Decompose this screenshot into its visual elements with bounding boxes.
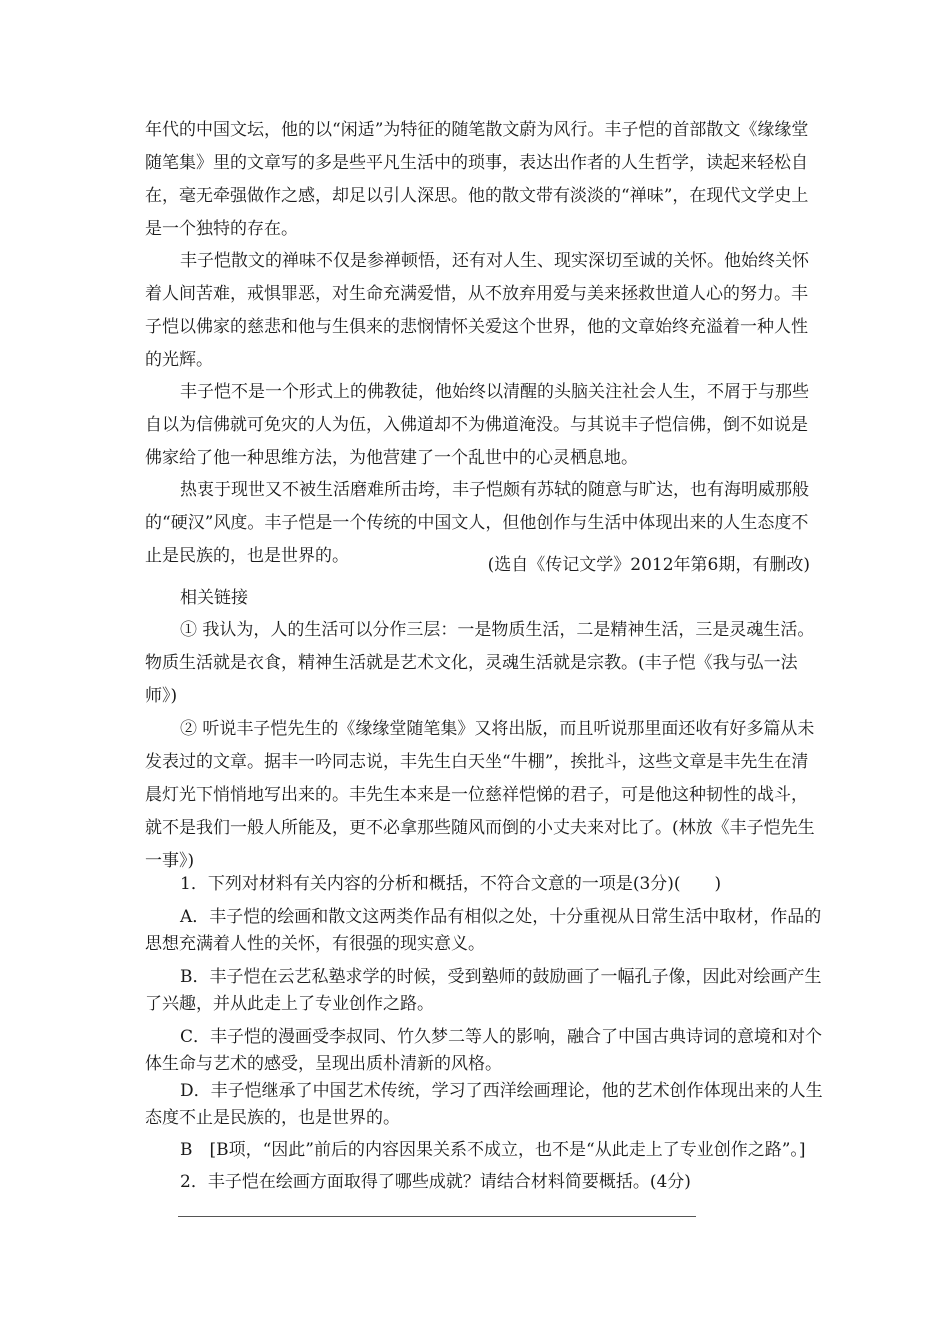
option-b: B．丰子恺在云艺私塾求学的时候，受到塾师的鼓励画了一幅孔子像，因此对绘画产生 [180,967,822,987]
text-line: 佛家给了他一种思维方法，为他营建了一个乱世中的心灵栖息地。 [145,448,638,468]
text-line: 自以为信佛就可免灾的人为伍，入佛道却不为佛道淹没。与其说丰子恺信佛，倒不如说是 [145,415,808,435]
text-line: 晨灯光下悄悄地写出来的。丰先生本来是一位慈祥恺悌的君子，可是他这种韧性的战斗， [145,785,808,805]
paragraph-first-line: ① 我认为，人的生活可以分作三层：一是物质生活，二是精神生活，三是灵魂生活。 [180,620,815,640]
question-2: 2．丰子恺在绘画方面取得了哪些成就？请结合材料简要概括。(4分) [180,1172,691,1192]
answer-blank-line[interactable] [178,1216,696,1217]
text-line: 发表过的文章。据丰一吟同志说，丰先生白天坐“牛棚”，挨批斗，这些文章是丰先生在清 [145,752,809,772]
option-d: D．丰子恺继承了中国艺术传统，学习了西洋绘画理论，他的艺术创作体现出来的人生 [180,1081,823,1101]
text-line: 就不是我们一般人所能及，更不必拿那些随风而倒的小丈夫来对比了。(林放《丰子恺先生 [145,818,815,838]
text-line: 思想充满着人性的关怀，有很强的现实意义。 [145,934,485,954]
source-citation: (选自《传记文学》2012年第6期，有删改) [487,555,810,575]
text-line: 一事》) [145,851,195,871]
text-line: 子恺以佛家的慈悲和他与生俱来的悲悯情怀关爱这个世界，他的文章始终充溢着一种人性 [145,317,808,337]
text-line: 的“硬汉”风度。丰子恺是一个传统的中国文人，但他创作与生活中体现出来的人生态度不 [145,513,809,533]
text-line: 着人间苦难，戒惧罪恶，对生命充满爱惜，从不放弃用爱与美来拯救世道人心的努力。丰 [145,284,808,304]
text-line: 了兴趣，并从此走上了专业创作之路。 [145,994,434,1014]
option-c: C．丰子恺的漫画受李叔同、竹久梦二等人的影响，融合了中国古典诗词的意境和对个 [180,1027,823,1047]
question-1: 1．下列对材料有关内容的分析和概括，不符合文意的一项是(3分)( ) [180,874,722,894]
text-line: 年代的中国文坛，他的以“闲适”为特征的随笔散文蔚为风行。丰子恺的首部散文《缘缘堂 [145,120,809,140]
text-line: 在，毫无牵强做作之感，却足以引人深思。他的散文带有淡淡的“禅味”，在现代文学史上 [145,186,809,206]
text-line: 态度不止是民族的，也是世界的。 [145,1108,400,1128]
text-line: 的光辉。 [145,350,213,370]
option-a: A．丰子恺的绘画和散文这两类作品有相似之处，十分重视从日常生活中取材，作品的 [180,907,822,927]
text-line: 物质生活就是衣食，精神生活就是艺术文化，灵魂生活就是宗教。(丰子恺《我与弘一法 [145,653,798,673]
paragraph-first-line: 丰子恺不是一个形式上的佛教徒，他始终以清醒的头脑关注社会人生，不屑于与那些 [180,382,809,402]
paragraph-first-line: ② 听说丰子恺先生的《缘缘堂随笔集》又将出版，而且听说那里面还收有好多篇从未 [180,719,815,739]
section-heading: 相关链接 [180,588,248,608]
text-line: 是一个独特的存在。 [145,219,298,239]
text-line: 止是民族的，也是世界的。 [145,546,349,566]
text-line: 体生命与艺术的感受，呈现出质朴清新的风格。 [145,1054,502,1074]
text-line: 师》) [145,686,178,706]
text-line: 随笔集》里的文章写的多是些平凡生活中的琐事，表达出作者的人生哲学，读起来轻松自 [145,153,808,173]
answer-explanation: B [B项，“因此”前后的内容因果关系不成立，也不是“从此走上了专业创作之路”。] [180,1140,806,1160]
paragraph-first-line: 丰子恺散文的禅味不仅是参禅顿悟，还有对人生、现实深切至诚的关怀。他始终关怀 [180,251,809,271]
paragraph-first-line: 热衷于现世又不被生活磨难所击垮，丰子恺颇有苏轼的随意与旷达，也有海明威那般 [180,480,809,500]
